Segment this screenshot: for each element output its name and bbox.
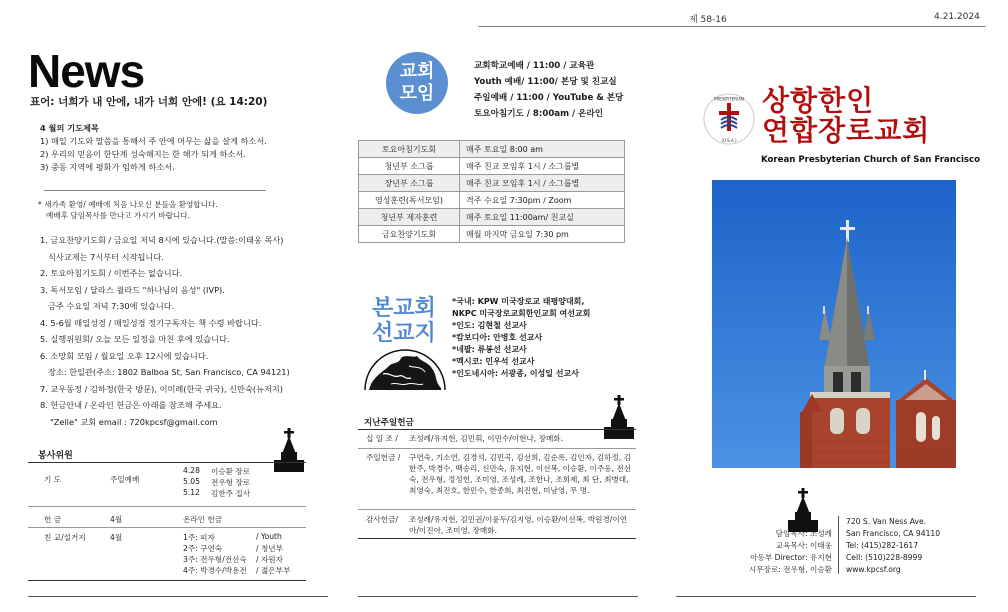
globe-icon xyxy=(363,344,447,390)
meeting-name: 영성훈련(독서모임) xyxy=(359,192,460,209)
staff-fellowship-group: / 청년부 xyxy=(256,544,283,553)
table-row xyxy=(359,175,625,192)
staff-fellowship-week: 2주: 구연숙 xyxy=(183,544,223,553)
meeting-name: 청년부 제자훈련 xyxy=(359,209,460,226)
staff-prayer-name: 전우형 장로 xyxy=(211,478,251,487)
staff-fellowship-label: 친 교/설거지 xyxy=(44,533,86,542)
table-row xyxy=(359,158,625,175)
church-icon xyxy=(274,428,304,472)
offering-names: 구연숙, 기소연, 김경석, 김민곡, 김선희, 김순록, 김인자, 김하정, 김한주, 박경수, 백승리, 신만숙, 유지현, 이선복, 이승환, 이주웅, 전선숙, 전우형, 정성헌, 조미영, 조성례, 조한나, 조희제, 최 단, 최병대, 최영숙, 최진호, 한민수, 한종희, 최진현, 미남영, 무 명. xyxy=(409,453,632,495)
staff-prayer-name: 김한주 집사 xyxy=(211,489,251,498)
worship-schedule xyxy=(474,58,623,122)
staff-prayer-service: 주일예배 xyxy=(110,475,140,484)
mission-item: NKPC 미국장로교회한인교회 여선교회 xyxy=(452,309,591,318)
pastor-line: 담임목사: 조성례 xyxy=(775,529,832,538)
mission-title-line: 본교회 xyxy=(372,296,436,321)
staff-offering-value: 온라인 헌금 xyxy=(183,515,223,524)
notice-item: 1. 금요찬양기도회 / 금요일 저녁 8시에 있습니다.(말씀:이태웅 목사) xyxy=(40,235,284,245)
notice-item: 6. 소망회 모임 / 월요일 오후 12시에 있습니다. xyxy=(40,350,209,361)
offering-names: 조성례/유지현, 김민권/이윤두/김지영, 이승환/이선복, 박원경/이연아/이진아, 조미영, 장매화. xyxy=(409,515,627,535)
notice-item: 금주 수요일 저녁 7:30에 있습니다. xyxy=(48,301,175,311)
issue-number: 제 58-16 xyxy=(689,15,727,25)
church-name-korean xyxy=(762,86,930,146)
church-name-line: 상항한인 xyxy=(762,84,875,117)
notice-item: 장소: 한일관(주소: 1802 Balboa St, San Francisco, CA 94121) xyxy=(48,367,290,377)
mission-list xyxy=(452,296,590,380)
notice-item: 5. 실행위원회/ 오늘 모든 일정을 마친 후에 있습니다. xyxy=(40,334,230,344)
table-row xyxy=(359,209,625,226)
notices xyxy=(40,232,290,430)
meetings-badge-label: 교회 모임 xyxy=(399,61,435,104)
worship-line: 토요아침기도 / 8:00am / 온라인 xyxy=(474,109,604,119)
staff-prayer-date: 5.05 xyxy=(183,477,200,486)
svg-text:PRESBYTERIAN: PRESBYTERIAN xyxy=(714,96,744,102)
church-photo xyxy=(712,180,956,468)
address-line: San Francisco, CA 94110 xyxy=(846,529,941,538)
news-title: News xyxy=(28,45,145,97)
worship-line: Youth 예배/ 11:00/ 본당 및 친교실 xyxy=(474,77,617,87)
meeting-table xyxy=(358,140,625,243)
prayer-item: 2) 우리의 믿음이 한단계 성숙해지는 한 해가 되게 하소서. xyxy=(40,149,246,159)
table-row xyxy=(359,192,625,209)
meeting-time: 매주 친교 모임후 1시 / 소그룹별 xyxy=(460,175,625,192)
welcome-note xyxy=(38,199,218,221)
notice-item: 4. 5-6월 매일성경 / 매일성경 정기구독자는 책 수령 바랍니다. xyxy=(40,317,262,328)
meeting-time: 매주 토요일 8:00 am xyxy=(460,141,625,158)
staff-fellowship-month: 4월 xyxy=(110,533,123,542)
svg-text:(U.S.A.): (U.S.A.) xyxy=(721,138,737,143)
staff-fellowship-week: 1주: 피자 xyxy=(183,533,215,542)
prayer-item: 3) 중동 지역에 평화가 임하게 하소서. xyxy=(40,162,175,172)
church-name-english: Korean Presbyterian Church of San Francisco xyxy=(761,155,980,165)
staff-fellowship-group: / 젊은부부 xyxy=(256,566,291,575)
notice-item: 7. 교우동정 / 김하정(한국 방문), 이미례(한국 귀국), 신만숙(뉴저지) xyxy=(40,383,283,394)
church-icon xyxy=(788,488,818,532)
meeting-name: 장년부 소그룹 xyxy=(359,175,460,192)
mission-item: *캄보디아: 안병호 선교사 xyxy=(452,333,543,342)
notice-item: 3. 독서모임 / 달라스 윌라드 "하나님의 음성" (IVP). xyxy=(40,284,225,295)
staff-prayer-name: 이승환 장로 xyxy=(211,467,251,476)
issue-date: 4.21.2024 xyxy=(934,12,980,22)
offering-names: 조성례/유지현, 김민휘, 이민수/이현나, 장매화. xyxy=(409,434,564,443)
worship-line: 주일예배 / 11:00 / YouTube & 본당 xyxy=(474,93,624,103)
offering-label: 십 일 조 / xyxy=(366,434,398,443)
prayer-item: 1) 매일 기도와 말씀을 통해서 주 안에 머무는 삶을 살게 하소서. xyxy=(40,136,267,146)
phone-line: Tel: (415)282-1617 xyxy=(846,541,919,550)
staff-fellowship-group: / 자원자 xyxy=(256,555,283,564)
presbyterian-seal-icon xyxy=(702,92,756,146)
church-name-line: 연합장로교회 xyxy=(762,114,931,147)
meeting-name: 금요찬양기도회 xyxy=(359,226,460,243)
notice-item: 식사교제는 7시부터 시작됩니다. xyxy=(48,251,164,262)
mission-item: *네팔: 류봉선 선교사 xyxy=(452,345,527,354)
table-row xyxy=(359,226,625,243)
pastor-line: 교육목사: 이태웅 xyxy=(775,541,832,550)
offering-label: 주일헌금 / xyxy=(366,453,401,462)
staff-fellowship-group: / Youth xyxy=(256,532,282,541)
pastor-line: 아동부 Director: 유지현 xyxy=(750,553,832,562)
meeting-time: 매주 친교 모임후 1시 / 소그룹별 xyxy=(460,158,625,175)
staff-heading: 봉사위원 xyxy=(38,451,73,461)
notice-item: 8. 헌금안내 / 온라인 헌금은 아래를 참조해 주세요. xyxy=(40,400,222,410)
staff-prayer-date: 4.28 xyxy=(183,466,200,475)
mission-item: *인도네시아: 서광종, 이성일 선교사 xyxy=(452,369,579,378)
meetings-badge xyxy=(386,52,448,114)
meeting-time: 격주 수요일 7:30pm / Zoom xyxy=(460,192,625,209)
pastor-list xyxy=(712,528,832,576)
mission-item: *멕시코: 민우석 선교사 xyxy=(452,357,535,366)
pastor-line: 시무장로: 전우형, 이승환 xyxy=(748,565,832,574)
prayer-topics xyxy=(40,122,267,174)
welcome-line: 예배후 담임목사를 만나고 가시기 바랍니다. xyxy=(46,211,191,220)
meeting-time: 매주 토요일 11:00am/ 친교실 xyxy=(460,209,625,226)
notice-item: 2. 토요아침기도회 / 이번주는 없습니다. xyxy=(40,268,183,278)
address-line: 720 S. Van Ness Ave. xyxy=(846,517,927,526)
offering-heading: 지난주일헌금 xyxy=(364,418,414,428)
mission-item: *국내: KPW 미국장로교 태평양대회, xyxy=(452,297,585,306)
welcome-line: * 새가족 환영/ 예배에 처음 나오신 분들을 환영합니다. xyxy=(38,200,218,209)
worship-line: 교회학교예배 / 11:00 / 교육관 xyxy=(474,61,595,71)
staff-fellowship-week: 4주: 박경수/박용전 xyxy=(183,566,247,575)
staff-offering-month: 4월 xyxy=(110,515,123,524)
meeting-time: 매월 마지막 금요일 7:30 pm xyxy=(460,226,625,243)
mission-title-line: 선교지 xyxy=(372,321,436,346)
prayer-heading: 4 월의 기도제목 xyxy=(40,123,99,133)
motto: 표어: 너희가 내 안에, 내가 너희 안에! (요 14:20) xyxy=(30,96,268,108)
meeting-name: 토요아침기도회 xyxy=(359,141,460,158)
cell-line: Cell: (510)228-8999 xyxy=(846,553,923,562)
mission-title xyxy=(372,296,436,346)
staff-prayer-label: 기 도 xyxy=(44,475,62,484)
staff-prayer-date: 5.12 xyxy=(183,488,200,497)
mission-item: *인도: 김현철 선교사 xyxy=(452,321,527,330)
meeting-name: 청년부 소그룹 xyxy=(359,158,460,175)
staff-offering-label: 헌 금 xyxy=(44,515,62,524)
offering-label: 감사헌금/ xyxy=(366,515,398,524)
notice-item: "Zelle" 교회 email : 720kpcsf@gmail.com xyxy=(50,416,218,427)
staff-fellowship-week: 3주: 전우형/전선숙 xyxy=(183,555,247,564)
church-address xyxy=(846,516,940,576)
website-link[interactable]: www.kpcsf.org xyxy=(846,565,901,574)
table-row xyxy=(359,141,625,158)
